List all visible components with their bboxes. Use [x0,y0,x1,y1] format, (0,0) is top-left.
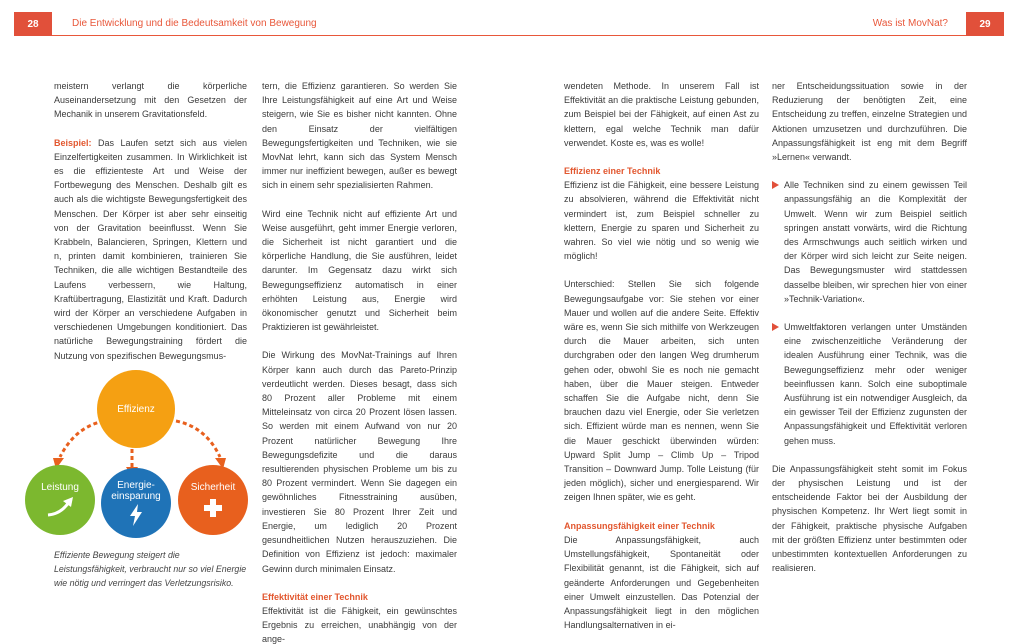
plus-icon [203,498,223,518]
effizienz-circle [97,370,175,448]
example-label: Beispiel: [54,137,92,148]
paragraph: wendeten Methode. In unserem Fall ist Effektivität an die praktische Leistung gebunden, zum Beispiel bei der Fähigkeit, auf einen Ast zu klettern, egal welche Technik man dafür verwendet. Koste es, was es wolle! [564,81,759,148]
effizienz-label: Effizienz [117,403,155,415]
bullet-item [772,320,967,448]
paragraph: Die Anpassungsfähigkeit, auch Umstellungsfähigkeit, Spontaneität oder Flexibilität genannt, ist die Fähigkeit, sich auf geänderte Anforderungen und Gegebenheiten einer Umwelt einzustellen. Das Potenzial der Anpassungsfähigkeit liegt in den möglichen Handlungsalternativen in ei- [564,534,759,631]
sicherheit-label: Sicherheit [190,482,236,493]
section-anpassung [564,519,759,633]
column-1 [54,79,247,363]
energieeinsparung-circle [101,468,171,538]
lightning-icon [129,504,143,526]
bullet-text: Alle Techniken sind zu einem gewissen Teil anpassungsfähig an die Komplexität der Umwelt. Wenn wir zum Beispiel seitlich springen anstatt vorwärts, wird die Richtung des Armschwungs auch seitlich wirken und der Körper wird sich leicht zur Seite neigen. Das Bewegungsmuster wird stattdessen dasselbe bleiben, wir sprechen hier von einer »Technik-Variation«. [784,180,967,304]
left-header-rule [52,35,510,36]
section-effizienz [564,164,759,263]
example-paragraph [54,136,247,363]
heading-effizienz: Effizienz einer Technik [564,166,661,177]
rising-arrow-icon [45,496,75,518]
column-4 [772,79,967,576]
diagram-caption: Effiziente Bewegung steigert die Leistungsfähigkeit, verbraucht nur so viel Energie wie nötig und verringert das Verletzungsrisiko. [54,550,247,588]
paragraph: ner Entscheidungssituation sowie in der Reduzierung der benötigten Zeit, eine Entscheidung zu treffen, einzelne Strategien und Aktionen umzusetzen und durchzuführen. Die Anpassungsfähigkeit ist eng mit dem Begriff »Lernen« verwandt. [772,81,967,163]
example-text: Das Laufen setzt sich aus vielen Einzelfertigkeiten zusammen. In Wirklichkeit ist es die effizienteste Art und Weise der Fortbewegung des Menschen. Deshalb gilt es auch als die wichtigste Bewegungsfertigkeit des Menschen. Der Körper ist aber sehr einseitig von der Gravitation beeinflusst. Wenn Sie Krabbeln, Balancieren, Springen, Klettern und n, printen damit kombinieren, trainieren Sie Techniken, die alle wichtigen Bestandteile des Laufens verbessern, wie Haltung, Kraftübertragung, Elastizität und Kraft. Dadurch wird der Körper an verschiedene Aufgaben in verschiedenen Umgebungen konditioniert. Das natürliche Bewegungstraining fördert die Nutzung von spezifischen Bewegungsmus- [54,137,247,361]
paragraph: Die Wirkung des MovNat-Trainings auf Ihren Körper kann auch durch das Pareto-Prinzip verdeutlicht werden. Dieses besagt, dass sich 80 Prozent aller Probleme mit einem Mitteleinsatz von circa 20 Prozent lösen lassen. So werden mit einem Aufwand von nur 20 Prozent natürlicher Bewegung Ihre Bewegungsdefizite und die daraus resultierenden physischen Probleme um bis zu 80 Prozent vermindert. Wenn Sie dagegen ein gewöhnliches Fitnesstraining ausüben, investieren Sie 80 Prozent Ihrer Zeit und Energie, um lediglich 20 Prozent gesundheitlichen Nutzen herauszuziehen. Die Definition von Effizienz ist jedoch: maximaler Gewinn durch minimalen Einsatz. [262,350,457,574]
right-page-number: 29 [966,12,1004,36]
bullet-triangle-icon [772,181,779,189]
leistung-circle [25,465,95,535]
paragraph: Wird eine Technik nicht auf effiziente Art und Weise ausgeführt, geht immer Energie verloren, die Sicherheit ist nicht garantiert und die körperliche Handlung, die Sie ausführen, leidet darunter. Im Gegensatz dazu wirkt sich Bewegungseffizienz automatisch in einer erhöhten Leistung aus, Energie wird ökonomischer genutzt und Sicherheit beim Praktizieren ist gewährleistet. [262,208,457,333]
right-running-title: Was ist MovNat? [872,18,948,29]
bullet-item [772,178,967,306]
paragraph: Unterschied: Stellen Sie sich folgende Bewegungsaufgabe vor: Sie stehen vor einer Mauer und wollen auf die andere Seite. Effektiv wäre es, wenn Sie sich mithilfe von Werkzeugen durch die Mauer arbeiten, sich unten durchgraben oder den langen Weg drumherum gehen oder, obwohl Sie es noch nie gemacht haben, über die Mauer steigen. Entweder schaffen Sie die Aufgabe nicht, denn Sie brauchen dazu viel Energie, oder Sie verletzen sich. Effizient würde man es nennen, wenn Sie die Mauer geschickt überwinden würden: Upward Split Jump – Climb Up – Tripod Transition – Downward Jump. Tolle Leistung (für jeden möglich), sicher und energiesparend. Wir zeigen Ihnen später, wie es geht. [564,279,759,503]
paragraph: Effektivität ist die Fähigkeit, ein gewünschtes Ergebnis zu erreichen, unabhängig von der ange- [262,605,457,644]
section-effektivitaet [262,590,457,644]
arrow-to-leistung [60,421,104,457]
paragraph: meistern verlangt die körperliche Auseinandersetzung mit den Gesetzen der Mechanik in unserem Gravitationsfeld. [54,81,247,120]
left-running-title: Die Entwicklung und die Bedeutsamkeit von Bewegung [72,18,317,29]
paragraph: Die Anpassungsfähigkeit steht somit im Fokus der physischen Leistung und ist der entscheidende Faktor bei der Ausbildung der physischen Kompetenz. Ihr Wert liegt somit in der Fähigkeit, praktische physische Aufgaben mit der größten Effizienz unter bestimmten oder unbestimmten kontextuellen Anforderungen zu realisieren. [772,463,967,574]
left-page-number: 28 [14,12,52,36]
sicherheit-circle [178,465,248,535]
right-header-rule [510,35,966,36]
column-2 [262,79,457,644]
energieeinsparung-label: Energie-einsparung [111,480,161,502]
heading-anpassung: Anpassungsfähigkeit einer Technik [564,520,715,531]
paragraph: tern, die Effizienz garantieren. So werden Sie Ihre Leistungsfähigkeit auf eine Art und Weise steigern, wie Sie es bisher nicht kannten. Ohne den Einsatz der vielfältigen Bewegungsfertigkeiten und Techniken, wie sie MovNat lehrt, kann sich das System Mensch immer nur ineffizient bewegen, außer es bewegt sich in einem sehr spezialisierten Rahmen. [262,81,457,191]
bullet-triangle-icon [772,323,779,331]
arrow-to-sicherheit [176,421,220,457]
column-3 [564,79,759,632]
paragraph: Effizienz ist die Fähigkeit, eine bessere Leistung zu absolvieren, während die Effektivität nicht vermindert ist, zum Beispiel schneller zu klettern, Energie zu sparen und Sicherheit zu wahren. So viel wie nötig und so wenig wie möglich! [564,180,759,262]
leistung-label: Leistung [41,482,79,493]
bullet-text: Umweltfaktoren verlangen unter Umständen eine zwischenzeitliche Veränderung der idealen Ausführung einer Technik, was die Bewegungseffizienz mehr oder weniger beeinflussen kann. Solch eine suboptimale Ausführung ist ein notwendiger Ausgleich, da ein gewisser Teil der Effizienz zugunsten der Anpassungsfähigkeit und Effektivität verloren gehen muss. [784,322,967,446]
heading-effektivitaet: Effektivität einer Technik [262,591,368,602]
